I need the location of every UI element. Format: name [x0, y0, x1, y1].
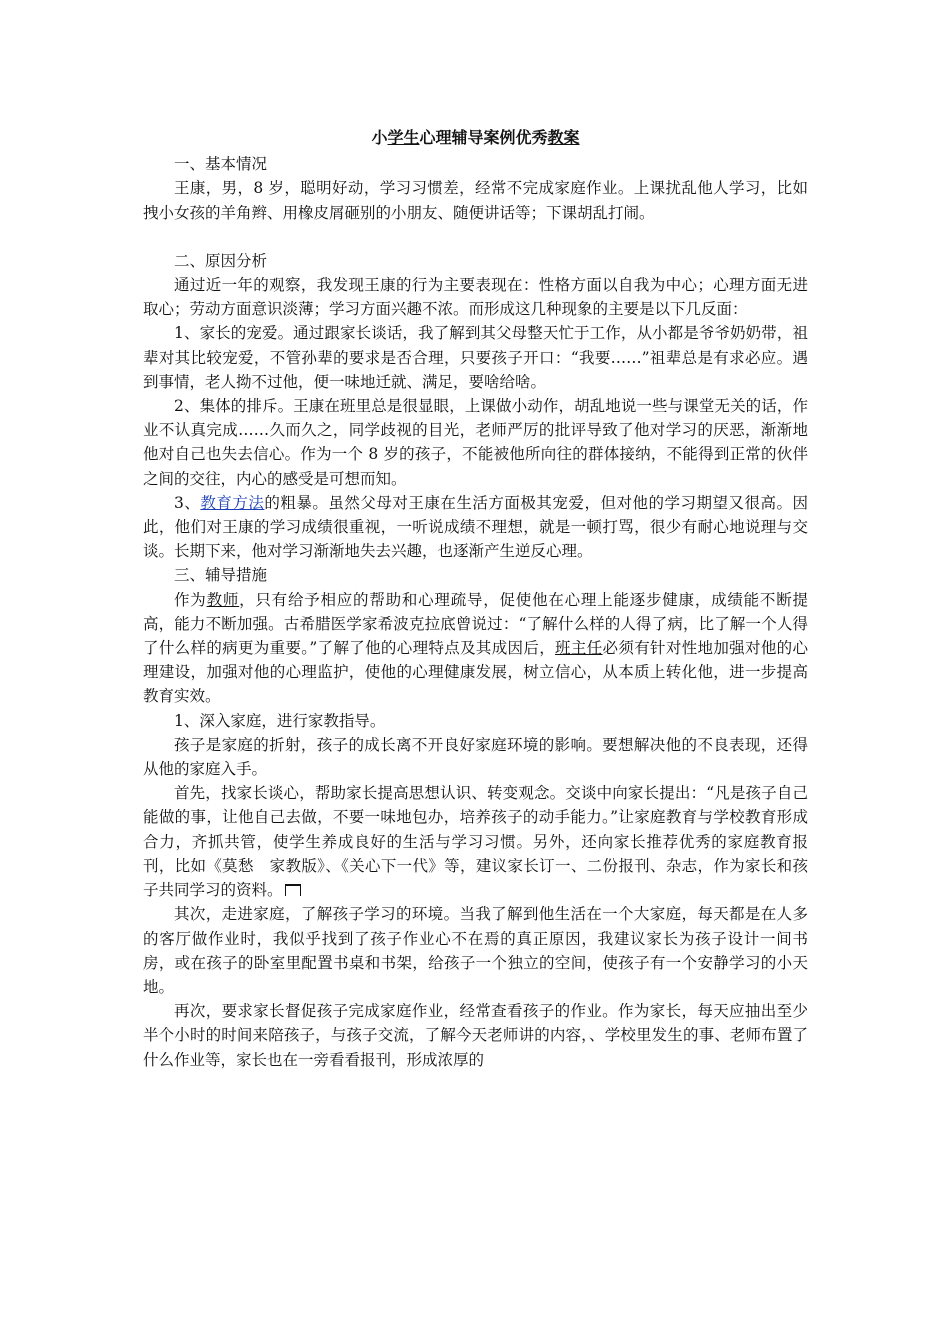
section3-paragraph1 [143, 588, 808, 709]
section2-intro: 通过近一年的观察，我发现王康的行为主要表现在：性格方面以自我为中心；心理方面无进取心；劳动方面意识淡薄；学习方面兴趣不浓。而形成这几种现象的主要是以下几反面： [143, 276, 808, 319]
section1-paragraph: 王康，男，8 岁，聪明好动，学习习惯差，经常不完成家庭作业。上课扰乱他人学习，比如拽小女孩的羊角辫、用橡皮屑砸别的小朋友、随便讲话等；下课胡乱打闹。 [143, 179, 808, 222]
section2-heading: 二、原因分析 [174, 251, 268, 270]
title-link-student[interactable]: 学生 [387, 128, 420, 147]
item3-text: 的粗暴。虽然父母对王康在生活方面极其宠爱，但对他的学习期望又很高。因此，他们对王康的学习成绩很重视，一听说成绩不理想，就是一顿打骂，很少有耐心地说理与交谈。长期下来，他对学习渐渐地失去兴趣，也逐渐产生逆反心理。 [143, 493, 808, 561]
section2-item1: 1、家长的宠爱。通过跟家长谈话，我了解到其父母整天忙于工作，从小都是爷爷奶奶带，祖辈对其比较宠爱，不管孙辈的要求是否合理，只要孩子开口：“我要……”祖辈总是有求必应。遇到事情，老人拗不过他，便一味地迁就、满足，要啥给啥。 [143, 324, 808, 391]
section2-item2: 2、集体的排斥。王康在班里总是很显眼，上课做小动作，胡乱地说一些与课堂无关的话，作业不认真完成……久而久之，同学歧视的目光，老师严厉的批评导致了他对学习的厌恶，渐渐地他对自己也失去信心。作为一个 8 岁的孩子，不能被他所向往的群体接纳，不能得到正常的伙伴之间的交往，内心的感受是可想而知。 [143, 397, 808, 488]
section3-subheading1: 1、深入家庭，进行家教指导。 [174, 711, 386, 730]
education-method-link[interactable]: 教育方法 [200, 493, 265, 512]
item3-prefix: 3、 [174, 493, 201, 512]
teacher-link[interactable]: 教师 [206, 590, 240, 609]
p3-text: 首先，找家长谈心，帮助家长提高思想认识、转变观念。交谈中向家长提出：“凡是孩子自己能做的事，让他自己去做，不要一味地包办，培养孩子的动手能力。”让家庭教育与学校教育形成合力，齐抓共管，使学生养成良好的生活与学习习惯。另外，还向家长推荐优秀的家庭教育报刊，比如《莫愁 家教版》、《关心下一代》等，建议家长订一、二份报刊、杂志，作为家长和孩子共同学习的资料。 [143, 784, 808, 900]
p1-text: 必须有针对性地加强对他的心理建设，加强对他的心理监护，使他的心理健康发展，树立信心，从本质上转化他，进一步提高教育实效。 [143, 639, 808, 706]
section3-paragraph3 [143, 781, 808, 902]
document-title [143, 126, 808, 150]
section3-paragraph4: 其次，走进家庭，了解孩子学习的环境。当我了解到他生活在一个大家庭，每天都是在人多的客厅做作业时，我似乎找到了孩子作业心不在焉的真正原因，我建议家长为孩子设计一间书房，或在孩子的卧室里配置书桌和书架，给孩子一个独立的空间，使孩子有一个安静学习的小天地。 [143, 905, 808, 996]
paragraph-mark-icon [285, 884, 301, 896]
p1-text: ，只有给予相应的帮助和心理疏导，促使他在心理上能逐步健康，成绩能不断提高，能力不断加强。古希腊医学家希波克拉底曾说过：“了解什么样的人得了病，比了解一个人得了什么样的病更为重要。”了解了他的心理特点及其成因后， [143, 590, 808, 658]
title-link-lesson-plan[interactable]: 教案 [547, 128, 580, 147]
p1-text: 作为 [174, 590, 207, 609]
title-text: 心理辅导案例优秀 [419, 128, 548, 147]
section3-paragraph5: 再次，要求家长督促孩子完成家庭作业，经常查看孩子的作业。作为家长，每天应抽出至少半个小时的时间来陪孩子，与孩子交流，了解今天老师讲的内容，、学校里发生的事、老师布置了什么作业等，家长也在一旁看看报刊，形成浓厚的 [143, 1002, 808, 1069]
title-text: 小 [371, 128, 388, 147]
document-page [143, 126, 808, 1072]
head-teacher-link[interactable]: 班主任 [555, 639, 603, 658]
section1-heading: 一、基本情况 [174, 155, 268, 174]
section2-item3 [143, 491, 808, 564]
section3-heading: 三、辅导措施 [174, 566, 268, 585]
blank-line [143, 225, 808, 249]
section3-paragraph2: 孩子是家庭的折射，孩子的成长离不开良好家庭环境的影响。要想解决他的不良表现，还得从他的家庭入手。 [143, 735, 808, 779]
